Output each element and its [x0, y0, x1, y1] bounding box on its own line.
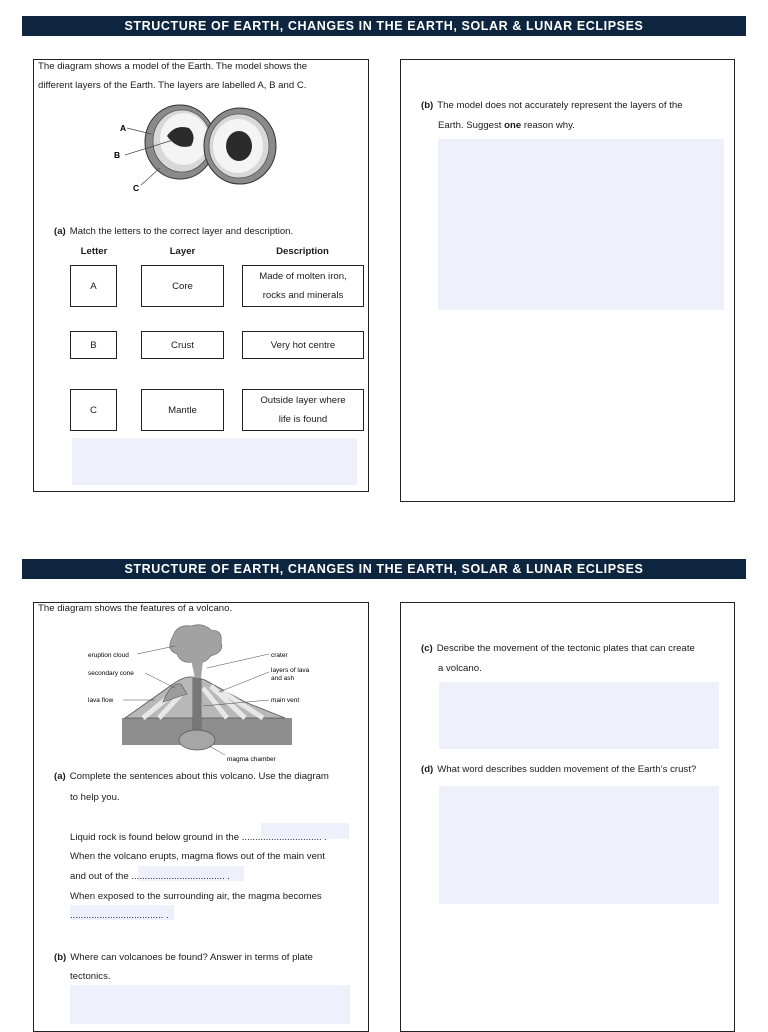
description-box-hot-centre: Very hot centre: [242, 331, 364, 359]
earth-half-right: [204, 108, 276, 184]
volcano-question-b-line2: tectonics.: [70, 971, 111, 982]
sentence-4: When exposed to the surrounding air, the magma becomes: [70, 891, 322, 902]
layer-box-mantle: Mantle: [141, 389, 224, 431]
answer-area-question-c[interactable]: [439, 682, 719, 749]
answer-area-volcano-b[interactable]: [70, 985, 350, 1024]
layer-box-core: Core: [141, 265, 224, 307]
letter-box-c: C: [70, 389, 117, 431]
volcano-question-a-line2: to help you.: [70, 792, 120, 803]
question-d-prompt: (d) What word describes sudden movement of the Earth’s crust?: [421, 764, 697, 775]
layer-box-crust: Crust: [141, 331, 224, 359]
answer-area-question-d[interactable]: [439, 786, 719, 904]
label-b: B: [114, 150, 121, 160]
volcano-question-a-line1: (a) Complete the sentences about this volcano. Use the diagram: [54, 771, 329, 782]
label-a: A: [120, 123, 127, 133]
letter-box-b: B: [70, 331, 117, 359]
label-eruption-cloud: eruption cloud: [88, 652, 129, 659]
intro-text-line1: The diagram shows a model of the Earth. The model shows the: [38, 61, 308, 72]
volcano-diagram: [85, 622, 317, 764]
letter-box-a: A: [70, 265, 117, 307]
sentence-2: When the volcano erupts, magma flows out of the main vent: [70, 851, 325, 862]
label-crater: crater: [271, 652, 288, 659]
worksheet-banner-2: STRUCTURE OF EARTH, CHANGES IN THE EARTH, SOLAR & LUNAR ECLIPSES: [22, 559, 746, 579]
label-secondary-cone: secondary cone: [88, 670, 134, 677]
sentence-5: ................................... .: [70, 910, 169, 921]
question-a-prompt: (a) Match the letters to the correct layer and description.: [54, 226, 294, 237]
label-c: C: [133, 183, 140, 193]
label-magma-chamber: magma chamber: [227, 756, 276, 763]
label-lava-flow: lava flow: [88, 697, 114, 704]
volcano-intro-text: The diagram shows the features of a volcano.: [38, 603, 233, 614]
question-b-prompt-line1: (b) The model does not accurately represent the layers of the: [421, 100, 683, 111]
question-c-line1: (c) Describe the movement of the tectonic plates that can create: [421, 643, 695, 654]
label-main-vent: main vent: [271, 697, 300, 704]
answer-area-question-b[interactable]: [438, 139, 724, 310]
question-c-line2: a volcano.: [438, 663, 482, 674]
volcano-question-b-line1: (b) Where can volcanoes be found? Answer in terms of plate: [54, 952, 313, 963]
description-box-outside-layer: Outside layer where life is found: [242, 389, 364, 431]
label-layers-line1: layers of lava: [271, 667, 310, 674]
label-layers-line2: and ash: [271, 675, 295, 682]
worksheet-banner-1: STRUCTURE OF EARTH, CHANGES IN THE EARTH, SOLAR & LUNAR ECLIPSES: [22, 16, 746, 36]
earth-model-diagram: [105, 100, 325, 200]
sentence-3: and out of the ................................... .: [70, 871, 230, 882]
intro-text-line2: different layers of the Earth. The layers are labelled A, B and C.: [38, 80, 307, 91]
column-header-letter: Letter: [80, 246, 108, 257]
description-box-molten: Made of molten iron, rocks and minerals: [242, 265, 364, 307]
question-b-prompt-line2: Earth. Suggest one reason why.: [438, 120, 575, 131]
sentence-1: Liquid rock is found below ground in the .............................. .: [70, 832, 328, 843]
answer-area-question-a[interactable]: [72, 438, 357, 485]
column-header-description: Description: [276, 246, 329, 257]
column-header-layer: Layer: [169, 246, 196, 257]
